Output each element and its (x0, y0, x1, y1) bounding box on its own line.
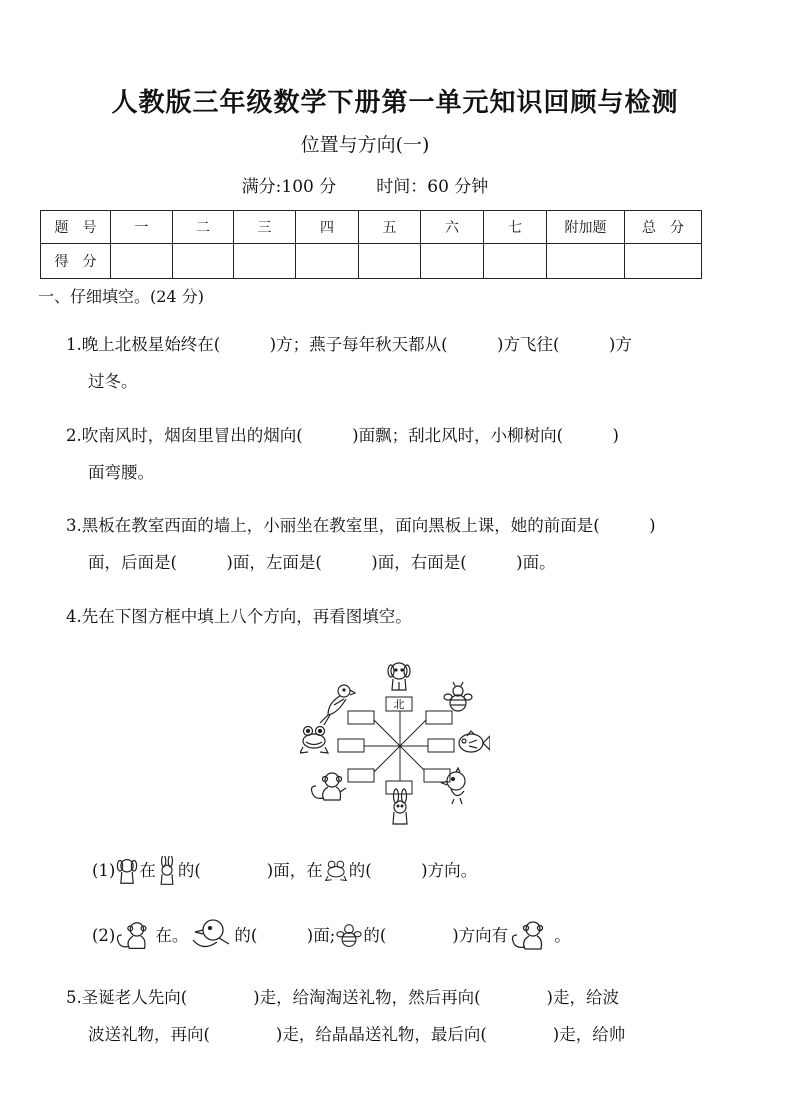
q3-line2: 面，后面是( )面，左面是( )面，右面是( )面。 (88, 553, 556, 572)
question-3 (66, 516, 734, 573)
monkey-icon (116, 919, 154, 953)
q1-line2: 过冬。 (88, 372, 138, 391)
fish-icon (459, 731, 490, 752)
section-heading: 一、仔细填空。(24 分) (38, 287, 204, 306)
exam-time: 时间：60 分钟 (376, 177, 489, 197)
full-score: 满分:100 分 (241, 177, 337, 197)
header-cell: 四 (296, 211, 359, 244)
header-cell: 附加题 (547, 211, 625, 244)
q3-line1: 3.黑板在教室西面的墙上，小丽坐在教室里，面向黑板上课，她的前面是( ) (66, 516, 656, 535)
sub1-text-b: 在 (139, 861, 156, 880)
q1-line1: 1.晚上北极星始终在( )方；燕子每年秋天都从( )方飞往( )方 (66, 335, 632, 354)
header-cell: 二 (173, 211, 234, 244)
sub2-text-d: 的( )方向有 (363, 926, 509, 945)
score-cell[interactable] (234, 244, 296, 279)
sub2-text-c: 的( )面; (234, 926, 336, 945)
exam-meta (0, 172, 730, 197)
rabbit-icon (157, 856, 177, 886)
bee-icon (444, 682, 472, 711)
monkey-icon (509, 919, 553, 953)
question-5 (66, 988, 734, 1045)
frog-icon (324, 860, 348, 882)
score-cell[interactable] (484, 244, 547, 279)
question-2 (66, 426, 734, 483)
q4-sub1 (92, 856, 477, 886)
score-table (40, 210, 702, 279)
southeast-box[interactable] (424, 769, 450, 782)
header-cell: 题 号 (41, 211, 111, 244)
header-cell: 五 (359, 211, 421, 244)
score-header-row (41, 211, 702, 244)
score-row (41, 244, 702, 279)
score-cell[interactable] (296, 244, 359, 279)
page-subtitle: 位置与方向(一) (300, 134, 430, 156)
question-4: 4.先在下图方框中填上八个方向，再看图填空。 (66, 607, 412, 626)
score-cell[interactable] (111, 244, 173, 279)
direction-diagram (300, 655, 490, 830)
header-cell: 三 (234, 211, 296, 244)
score-cell[interactable] (421, 244, 484, 279)
chick-icon (189, 918, 233, 954)
question-1 (66, 335, 734, 392)
sub1-number: (1) (92, 861, 116, 880)
south-box[interactable] (386, 781, 412, 794)
score-cell[interactable] (359, 244, 421, 279)
q5-line2: 波送礼物，再向( )走，给晶晶送礼物，最后向( )走，给帅 (88, 1025, 626, 1044)
sub1-text-d: 的( )方向。 (348, 861, 478, 880)
sub1-text-c: 的( )面，在 (177, 861, 323, 880)
q2-line2: 面弯腰。 (88, 463, 154, 482)
north-label: 北 (393, 698, 405, 711)
header-cell: 一 (111, 211, 173, 244)
sub2-text-e: 。 (554, 926, 571, 945)
dog-icon (116, 857, 138, 885)
q4-sub2 (92, 918, 571, 954)
score-cell[interactable] (625, 244, 702, 279)
header-cell: 七 (484, 211, 547, 244)
q2-line1: 2.吹南风时，烟囱里冒出的烟向( )面飘；刮北风时，小柳树向( ) (66, 426, 619, 445)
west-box[interactable] (338, 739, 364, 752)
header-cell: 总 分 (625, 211, 702, 244)
northwest-box[interactable] (348, 711, 374, 724)
q5-line1: 5.圣诞老人先向( )走，给淘淘送礼物，然后再向( )走，给波 (66, 988, 619, 1007)
sub2-number: (2) (92, 926, 116, 945)
dog-icon (388, 663, 410, 690)
sub2-text-b: 在。 (155, 926, 189, 945)
bee-icon (336, 923, 362, 949)
page-title: 人教版三年级数学下册第一单元知识回顾与检测 (111, 88, 679, 118)
score-label: 得 分 (41, 244, 111, 279)
header-cell: 六 (421, 211, 484, 244)
southwest-box[interactable] (348, 769, 374, 782)
frog-icon (300, 727, 328, 754)
monkey-icon (312, 773, 347, 800)
northeast-box[interactable] (426, 711, 452, 724)
east-box[interactable] (428, 739, 454, 752)
score-cell[interactable] (547, 244, 625, 279)
score-cell[interactable] (173, 244, 234, 279)
